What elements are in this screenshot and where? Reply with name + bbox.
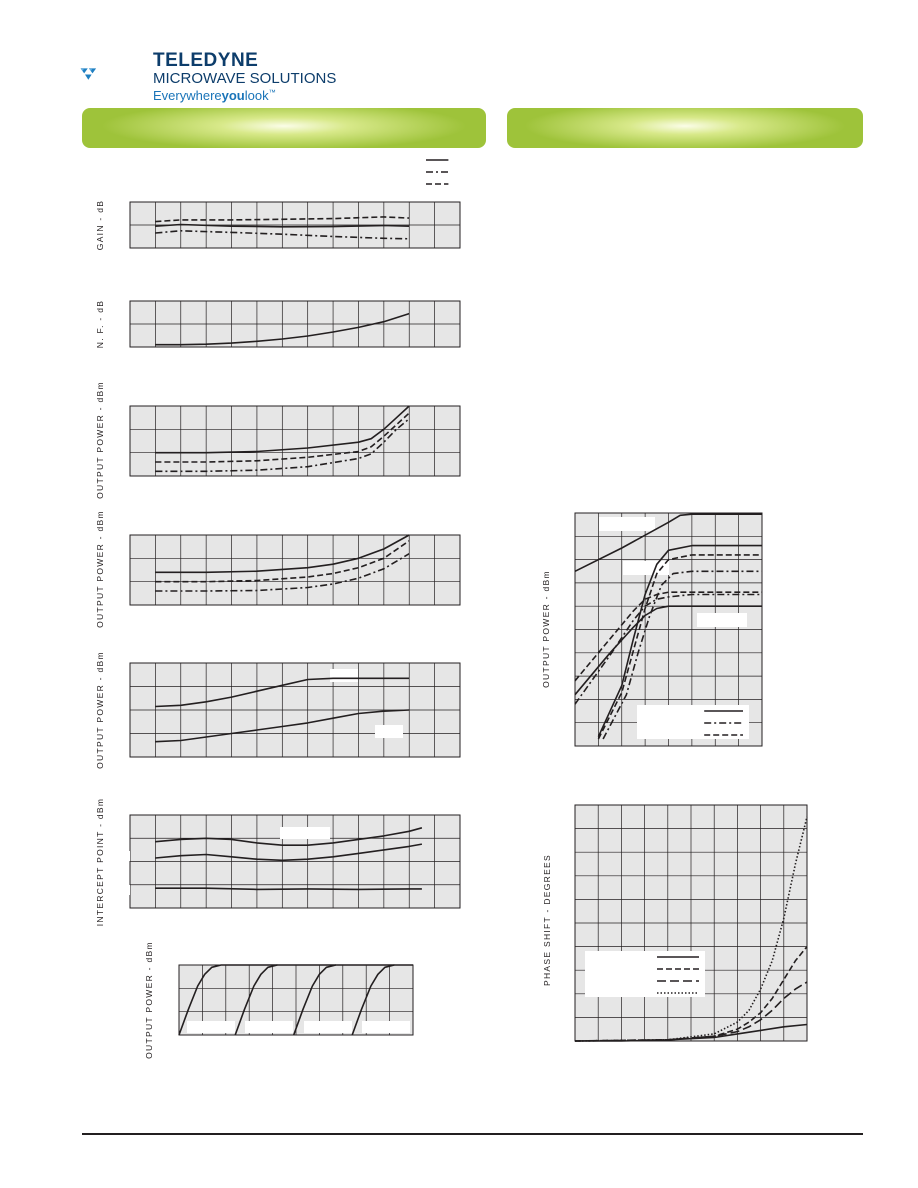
section-banner-right (507, 108, 863, 148)
teledyne-logo-icon (80, 50, 155, 100)
ip-side-label-box (116, 885, 130, 895)
sat-label-box (245, 1021, 293, 1033)
trademark-mark: ™ (268, 89, 276, 97)
tagline-part-3: look (244, 88, 269, 103)
output-power-chart-1 (130, 406, 460, 476)
footer-rule (82, 1133, 863, 1135)
compression-chart-ylabel: OUTPUT POWER - dBm (541, 570, 551, 688)
pout3-label-box (375, 725, 403, 738)
saturation-chart-ylabel: OUTPUT POWER - dBm (144, 941, 154, 1059)
phase-shift-chart (575, 805, 807, 1041)
ip-label-box (280, 827, 330, 839)
gain-chart (130, 202, 460, 248)
output-power-chart-3-ylabel: OUTPUT POWER - dBm (95, 651, 105, 769)
output-power-chart-1-ylabel: OUTPUT POWER - dBm (95, 381, 105, 499)
phase-legend-box (585, 951, 705, 997)
section-banner-left (82, 108, 486, 148)
saturation-chart (179, 965, 413, 1035)
noise-figure-chart (130, 301, 460, 347)
brand-subtitle: MICROWAVE SOLUTIONS (153, 70, 337, 87)
output-power-chart-3 (130, 663, 460, 757)
compression-label-box (599, 517, 655, 531)
phase-shift-chart-ylabel: PHASE SHIFT - DEGREES (542, 854, 552, 986)
tagline (153, 88, 276, 103)
sat-label-box (304, 1021, 352, 1033)
tagline-part-1: Everywhere (153, 88, 222, 103)
tagline-part-2: you (221, 88, 245, 103)
compression-label-box (697, 613, 747, 627)
gain-chart-ylabel: GAIN - dB (95, 199, 105, 251)
output-power-chart-2 (130, 535, 460, 605)
brand-name: TELEDYNE (153, 50, 259, 71)
pout1-plot-area (130, 406, 460, 476)
output-power-chart-2-ylabel: OUTPUT POWER - dBm (95, 510, 105, 628)
sat-label-box (187, 1021, 235, 1033)
pout3-label-box (330, 669, 358, 682)
compression-legend-box (637, 705, 749, 739)
intercept-point-chart (130, 815, 460, 908)
intercept-point-chart-ylabel: INTERCEPT POINT - dBm (95, 797, 105, 927)
noise-figure-chart-ylabel: N. F. - dB (95, 299, 105, 349)
sat-label-box (362, 1021, 410, 1033)
ip-side-label-box (116, 851, 130, 861)
compression-chart (575, 513, 762, 746)
pout2-plot-area (130, 535, 460, 605)
